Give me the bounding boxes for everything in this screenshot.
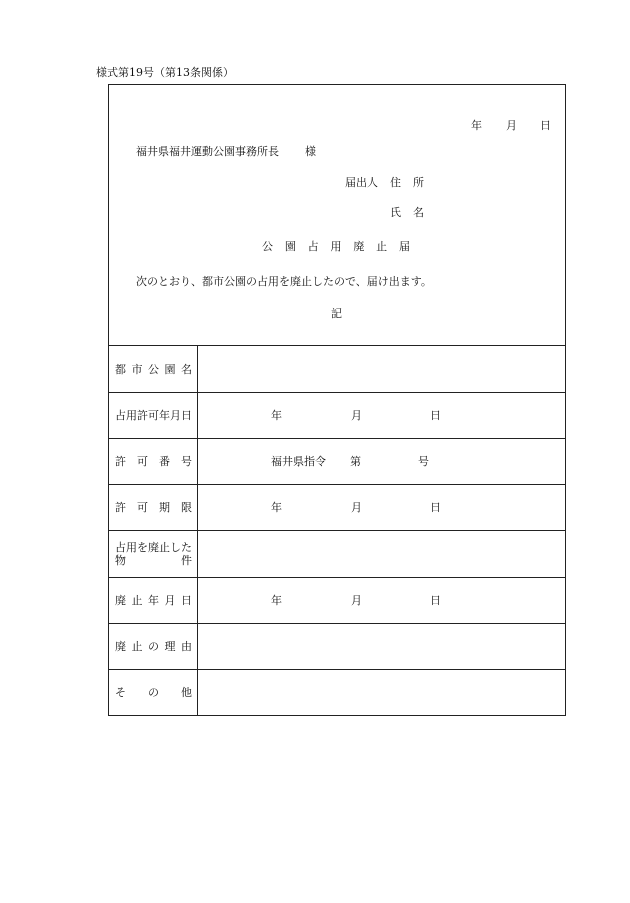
other-label: そ の 他 [115, 686, 192, 699]
form-frame [108, 84, 566, 716]
permit-number-dai: 第 [350, 455, 361, 468]
permit-date-year: 年 [271, 409, 282, 422]
row-divider [108, 577, 566, 578]
date-day-label: 日 [540, 119, 551, 132]
ki-label: 記 [331, 307, 342, 320]
park-name-label: 都 市 公 園 名 [115, 363, 192, 376]
permit-number-prefix: 福井県指令 [271, 455, 326, 468]
address-label-1: 住 [390, 176, 401, 189]
date-year-label: 年 [471, 119, 482, 132]
row-divider [108, 438, 566, 439]
permit-period-day: 日 [430, 501, 441, 514]
abolished-item-label-1: 占用を廃止した [115, 541, 192, 554]
row-divider [108, 392, 566, 393]
title-char: 占 [307, 240, 319, 253]
column-divider [197, 345, 198, 716]
addressee: 福井県福井運動公園事務所長 [136, 145, 279, 158]
date-month-label: 月 [506, 119, 517, 132]
abolished-item-label-2: 物 件 [115, 554, 192, 567]
permit-date-month: 月 [351, 409, 362, 422]
permit-date-day: 日 [430, 409, 441, 422]
title-char: 届 [398, 240, 410, 253]
abolish-date-label: 廃 止 年 月 日 [115, 594, 192, 607]
permit-period-month: 月 [351, 501, 362, 514]
row-divider [108, 669, 566, 670]
title-char: 廃 [353, 240, 365, 253]
permit-number-go: 号 [418, 455, 429, 468]
name-label-2: 名 [413, 206, 424, 219]
address-label-2: 所 [413, 176, 424, 189]
row-divider [108, 484, 566, 485]
statement: 次のとおり、都市公園の占用を廃止したので、届け出ます。 [136, 275, 432, 288]
permit-period-label: 許 可 期 限 [115, 501, 192, 514]
form-title [262, 240, 410, 253]
row-divider [108, 345, 566, 346]
abolish-date-day: 日 [430, 594, 441, 607]
permit-number-label: 許 可 番 号 [115, 455, 192, 468]
title-char: 園 [284, 240, 296, 253]
honorific: 様 [305, 145, 316, 158]
title-char: 止 [376, 240, 388, 253]
row-divider [108, 530, 566, 531]
reason-label: 廃 止 の 理 由 [115, 640, 192, 653]
title-char: 公 [262, 240, 273, 253]
form-number: 様式第19号（第13条関係） [96, 66, 234, 79]
abolish-date-month: 月 [351, 594, 362, 607]
row-divider [108, 623, 566, 624]
title-char: 用 [330, 240, 342, 253]
name-label-1: 氏 [390, 206, 401, 219]
applicant-label: 届出人 [345, 176, 378, 189]
permit-period-year: 年 [271, 501, 282, 514]
abolish-date-year: 年 [271, 594, 282, 607]
permit-date-label: 占用許可年月日 [115, 409, 192, 422]
